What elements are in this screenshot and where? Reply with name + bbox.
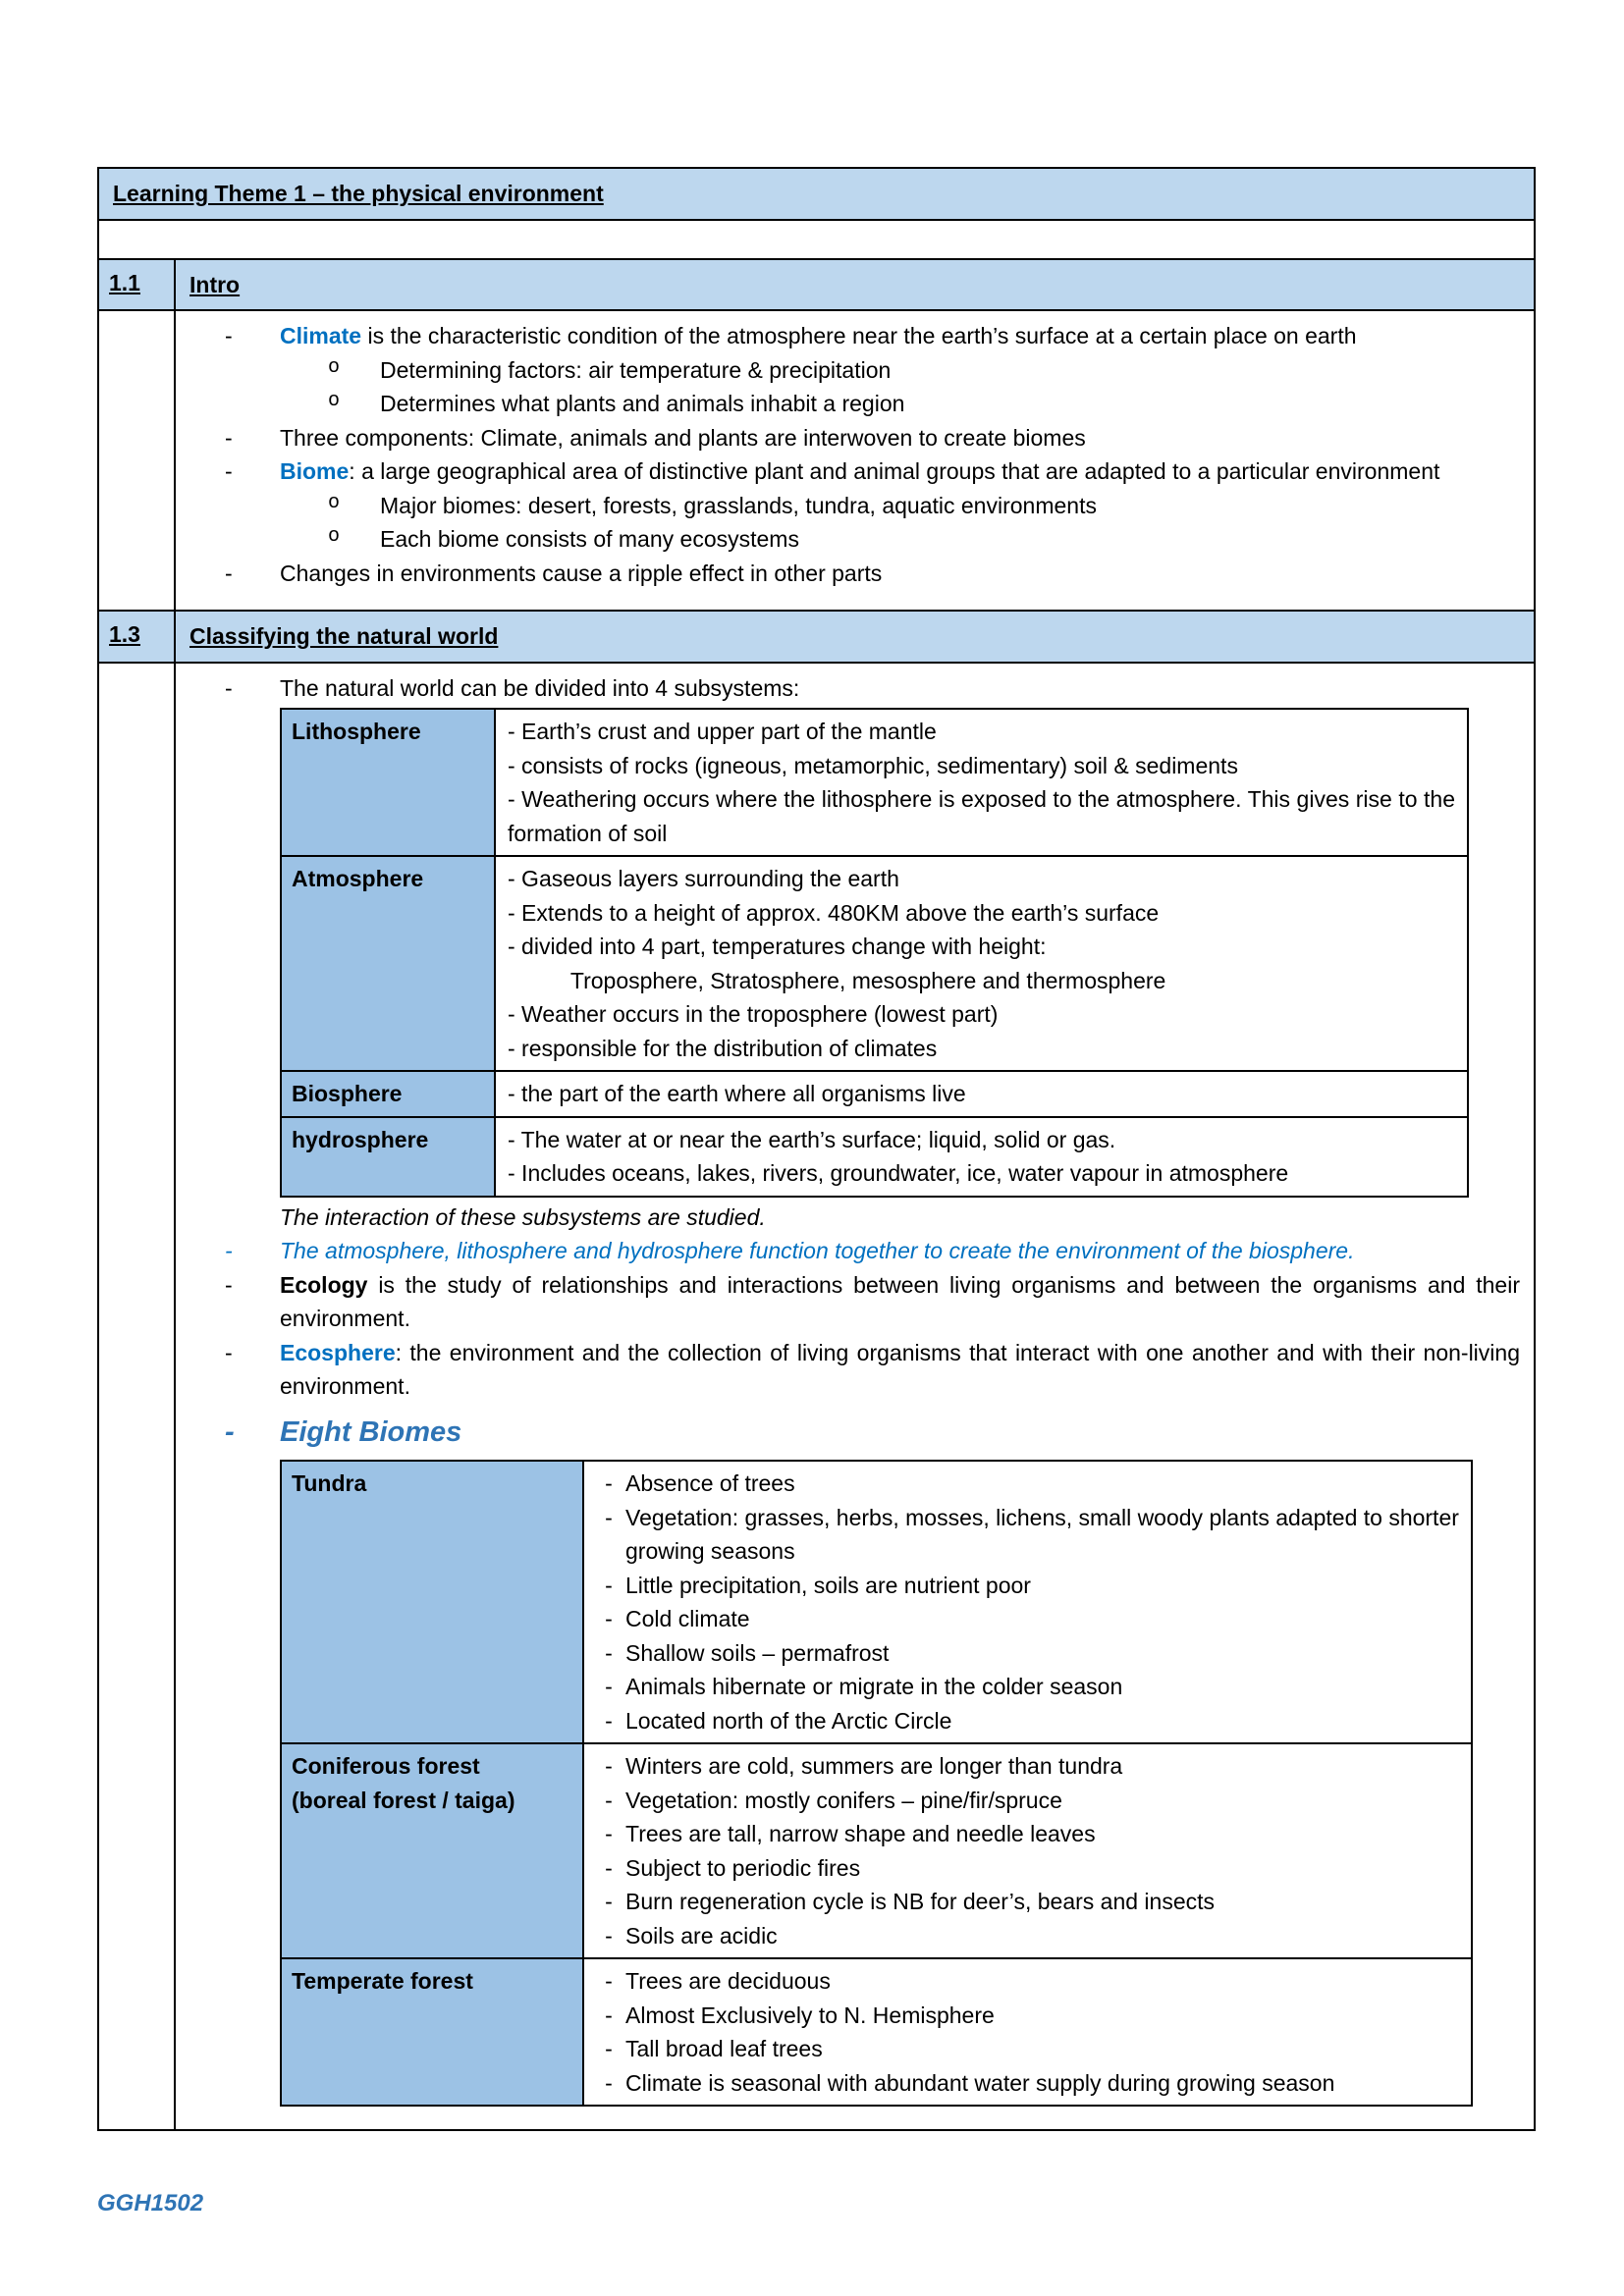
dash-marker: - [225,323,233,348]
eight-biomes-heading [225,1412,1520,1455]
theme-header-title: Learning Theme 1 – the physical environment [113,181,604,206]
subsystem-line: - divided into 4 part, temperatures change with height: [508,934,1047,959]
document-page [97,167,1536,2221]
eight-biomes-heading-text: Eight Biomes [280,1415,462,1448]
section-1-number: 1.1 [109,269,140,295]
bullet-changes [225,557,1520,591]
biome-name-cell-tundra [281,1461,583,1743]
dash-marker: - [605,2069,613,2096]
subsystem-name-lithosphere: Lithosphere [281,709,495,856]
section-1-content [175,310,1535,611]
biome-name: Coniferous forest [292,1753,480,1779]
dash-marker: - [605,1787,613,1813]
biomes-table [280,1460,1473,2107]
dash-marker: - [605,1922,613,1949]
section-2-content [175,663,1535,2131]
subsystem-lines [508,862,1455,1065]
subsystem-line: - Weathering occurs where the lithosphere is exposed to the atmosphere. This gives rise to the formation of soil [508,786,1455,846]
subsystem-line: - responsible for the distribution of climates [508,1035,938,1061]
biome-point: - Tall broad leaf trees [592,2032,1459,2066]
subsystem-line: - Includes oceans, lakes, rivers, groundwater, ice, water vapour in atmosphere [508,1160,1289,1186]
dash-marker: - [225,1271,233,1298]
dash-marker: - [225,1238,233,1263]
table-row-hydrosphere [281,1117,1468,1197]
dash-marker: - [225,1339,233,1365]
bullet-determines-plants [328,387,1520,421]
biome-desc-temperate [583,1958,1472,2106]
dash-marker: - [225,424,233,451]
subsystems-intro-text: The natural world can be divided into 4 subsystems: [280,674,800,701]
dash-marker: - [225,1415,235,1448]
section-2-body-row [98,663,1535,2131]
atmosphere-note-text: The atmosphere, lithosphere and hydrosphere function together to create the environment of the biosphere. [280,1238,1355,1263]
bullet-climate-text [280,319,1520,353]
section-2-header-row [98,611,1535,663]
subsystem-name-atmosphere: Atmosphere [281,856,495,1071]
biome-point: - Vegetation: mostly conifers – pine/fir/spruce [592,1784,1459,1818]
section-1-title-cell [175,259,1535,311]
table-row-lithosphere [281,709,1468,856]
bullet-atmosphere-note [225,1234,1520,1268]
dash-marker: - [225,560,233,586]
dash-marker: - [605,1753,613,1779]
subsystem-name-biosphere: Biosphere [281,1071,495,1117]
biome-points [592,1964,1459,2100]
bullet-three-components [225,421,1520,455]
biome-point: - Absence of trees [592,1467,1459,1501]
biome-point: - Shallow soils – permafrost [592,1636,1459,1671]
biome-point: - Trees are deciduous [592,1964,1459,1999]
subsystem-name-hydrosphere: hydrosphere [281,1117,495,1197]
subsystem-line: - Gaseous layers surrounding the earth [508,866,899,891]
section-2-number-empty-cell [98,663,175,2131]
bullet-subsystems-intro [225,671,1520,706]
bullet-climate [225,319,1520,353]
biome-point: - Animals hibernate or migrate in the colder season [592,1670,1459,1704]
dash-marker: - [605,1504,613,1530]
dash-marker: - [605,1606,613,1631]
subsystem-line: - the part of the earth where all organisms live [508,1081,966,1106]
biome-points [592,1467,1459,1737]
table-row-atmosphere [281,856,1468,1071]
section-1-body-row [98,310,1535,611]
determines-plants-text: Determines what plants and animals inhabit a region [380,391,905,416]
theme-header-row [98,168,1535,220]
biome-desc-coniferous [583,1743,1472,1958]
circle-marker: o [328,491,341,514]
determining-factors-text: Determining factors: air temperature & precipitation [380,356,892,383]
term-climate: Climate [280,323,362,348]
biome-point: - Vegetation: grasses, herbs, mosses, lichens, small woody plants adapted to shorter growing seasons [592,1501,1459,1569]
bullet-ecology [225,1268,1520,1336]
dash-marker: - [605,1821,613,1846]
dash-marker: - [605,1572,613,1598]
dash-marker: - [225,458,233,484]
section-2-number-cell [98,611,175,663]
subsystem-lines [508,715,1455,850]
theme-header-cell [98,168,1535,220]
bullet-biome-text [280,454,1520,489]
dash-marker: - [605,1470,613,1496]
biome-point: - Burn regeneration cycle is NB for deer’s, bears and insects [592,1885,1459,1919]
biome-point: - Cold climate [592,1602,1459,1636]
dash-marker: - [225,674,233,701]
table-row-temperate-forest [281,1958,1472,2106]
subsystem-line: - The water at or near the earth’s surface; liquid, solid or gas. [508,1126,1116,1152]
interaction-note: The interaction of these subsystems are studied. [280,1203,766,1230]
subsystems-table [280,708,1469,1198]
bullet-ecosphere-text [280,1336,1520,1404]
spacer-cell [98,220,1535,259]
dash-marker: - [605,2002,613,2028]
subsystem-desc-hydrosphere [495,1117,1468,1197]
spacer-row [98,220,1535,259]
dash-marker: - [605,2036,613,2061]
biome-name-secondary: (boreal forest / taiga) [292,1787,515,1813]
circle-marker: o [328,525,341,548]
subsystem-desc-biosphere [495,1071,1468,1117]
table-row-tundra [281,1461,1472,1743]
biome-point: - Little precipitation, soils are nutrient poor [592,1569,1459,1603]
table-row-biosphere [281,1071,1468,1117]
bullet-biome [225,454,1520,489]
term-ecosphere: Ecosphere [280,1339,396,1365]
biome-name-cell-coniferous [281,1743,583,1958]
subsystem-line: - Weather occurs in the troposphere (lowest part) [508,1001,999,1027]
biome-points [592,1749,1459,1952]
term-biome: Biome [280,458,350,484]
ecosphere-definition: : the environment and the collection of living organisms that interact with one another and with their non-living environment. [280,1339,1520,1399]
subsystem-line: - Extends to a height of approx. 480KM above the earth’s surface [508,899,1160,926]
biome-point: - Almost Exclusively to N. Hemisphere [592,1999,1459,2033]
subsystem-line: Troposphere, Stratosphere, mesosphere and thermosphere [508,967,1166,993]
section-2-title-cell [175,611,1535,663]
section-1-number-empty-cell [98,310,175,611]
dash-marker: - [605,1968,613,1994]
biome-desc-tundra [583,1461,1472,1743]
dash-marker: - [605,1889,613,1914]
biome-point: - Subject to periodic fires [592,1851,1459,1886]
biome-name: Temperate forest [292,1968,473,1994]
bullet-ecology-text [280,1268,1520,1336]
subsystem-line: - consists of rocks (igneous, metamorphic, sedimentary) soil & sediments [508,752,1238,778]
biome-name-cell-temperate [281,1958,583,2106]
bullet-determining-factors [328,353,1520,388]
bullet-major-biomes [328,489,1520,523]
section-1-number-cell [98,259,175,311]
section-1-title: Intro [189,271,241,297]
major-biomes-text: Major biomes: desert, forests, grasslands, tundra, aquatic environments [380,492,1097,518]
dash-marker: - [605,1639,613,1666]
dash-marker: - [605,1707,613,1734]
subsystem-line: - Earth’s crust and upper part of the mantle [508,719,937,744]
biome-point: - Winters are cold, summers are longer than tundra [592,1749,1459,1784]
biome-point: - Soils are acidic [592,1919,1459,1953]
section-1-header-row [98,259,1535,311]
dash-marker: - [605,1674,613,1699]
biome-point: - Trees are tall, narrow shape and needle leaves [592,1817,1459,1851]
circle-marker: o [328,390,341,412]
biome-name: Tundra [292,1470,367,1496]
ecosystems-text: Each biome consists of many ecosystems [380,526,799,552]
dash-marker: - [605,1854,613,1881]
ecology-definition: is the study of relationships and interactions between living organisms and between the organisms and their environment. [280,1271,1520,1331]
biome-definition: : a large geographical area of distinctive plant and animal groups that are adapted to a particular environment [349,458,1440,484]
changes-text: Changes in environments cause a ripple effect in other parts [280,560,883,586]
three-components-text: Three components: Climate, animals and plants are interwoven to create biomes [280,424,1086,451]
climate-definition: is the characteristic condition of the atmosphere near the earth’s surface at a certain place on earth [361,323,1357,348]
section-2-title: Classifying the natural world [189,623,499,649]
subsystem-lines [508,1077,1455,1111]
subsystem-desc-lithosphere [495,709,1468,856]
section-2-number: 1.3 [109,621,140,647]
biome-point: - Located north of the Arctic Circle [592,1704,1459,1738]
subsystem-desc-atmosphere [495,856,1468,1071]
table-row-coniferous-forest [281,1743,1472,1958]
bullet-ecosystems [328,522,1520,557]
circle-marker: o [328,355,341,379]
subsystem-lines [508,1123,1455,1191]
biome-point: - Climate is seasonal with abundant water supply during growing season [592,2066,1459,2101]
bullet-ecosphere [225,1336,1520,1404]
course-code-footer: GGH1502 [97,2190,204,2216]
term-ecology: Ecology [280,1271,368,1298]
notes-outer-table [97,167,1536,2131]
